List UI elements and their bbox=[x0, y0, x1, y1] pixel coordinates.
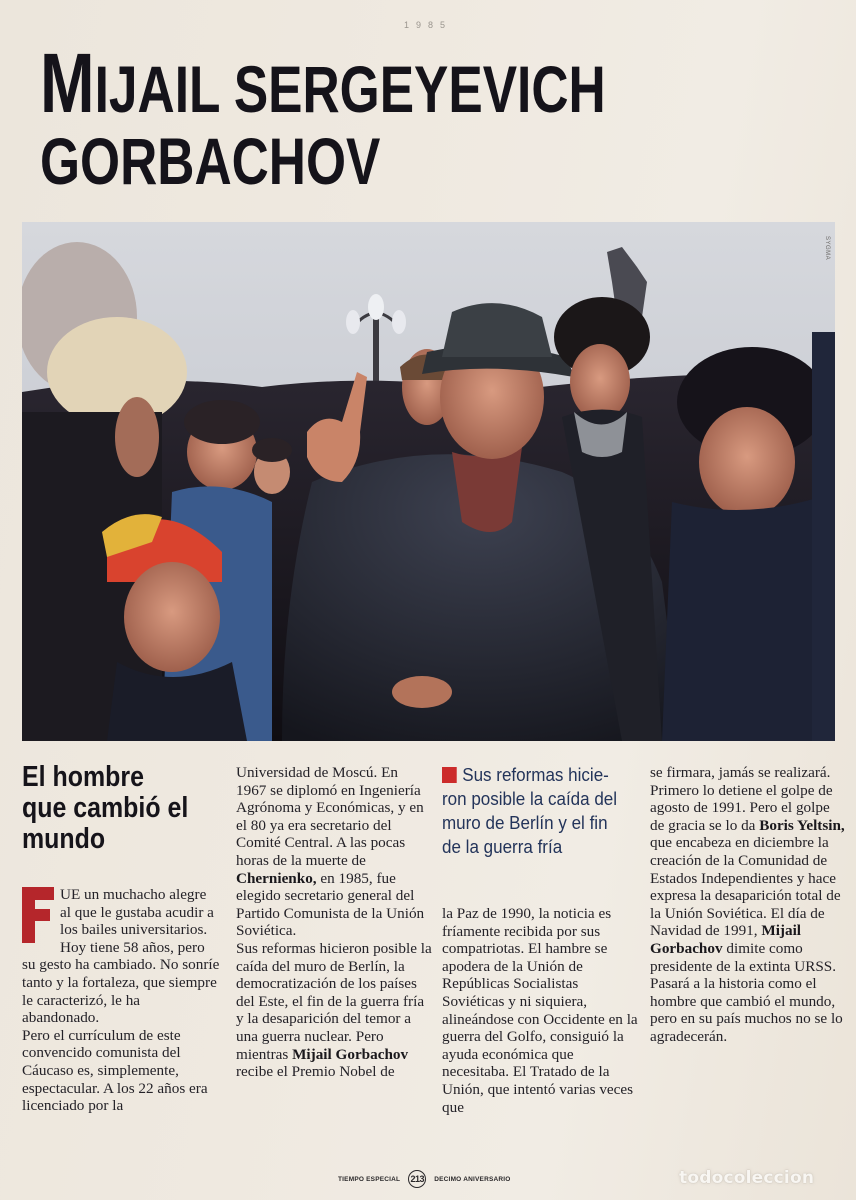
headline-line-1-rest: IJAIL SERGEYEVICH bbox=[94, 52, 606, 126]
headline-line-2: GORBACHOV bbox=[40, 124, 381, 198]
article-column-4 bbox=[650, 764, 846, 1046]
paragraph-text: UE un muchacho alegre al que le gustaba acudir a los bailes universitarios. Hoy tiene 58 años, pero su gesto ha cambiado. No sonríe tanto y la fortaleza, que siempre le caracterizó, le ha abandonado. bbox=[22, 886, 220, 1027]
headline-initial: M bbox=[40, 36, 95, 130]
paragraph: Pasará a la historia como el hombre que cambió el mundo, pero en su país muchos no se lo agradecerán. bbox=[650, 975, 843, 1045]
dropcap-f-icon bbox=[22, 887, 54, 943]
paragraph bbox=[236, 940, 432, 1081]
paragraph bbox=[22, 886, 220, 1027]
headline-line-1 bbox=[40, 36, 648, 130]
photo-credit: SYGMA bbox=[824, 236, 830, 261]
headline bbox=[40, 36, 648, 198]
paragraph bbox=[236, 764, 432, 940]
main-photo bbox=[22, 222, 835, 741]
text-span: Universidad de Moscú. En 1967 se diplomó en Ingeniería Agrónoma y Económicas, y en el 80 ya era secretario del Comité Central. A las pocas horas de la muerte de bbox=[236, 764, 424, 869]
text-span: Sus reformas hicieron posible la caída del muro de Berlín, la democratización de los países del Este, el fin de la guerra fría y la desaparición del temor a una guerra nuclear. Pero mientras bbox=[236, 939, 432, 1063]
pull-quote-text: Sus reformas hicie-ron posible la caída del muro de Berlín y el fin de la guerra fría bbox=[442, 764, 618, 857]
text-span: recibe el Premio Nobel de bbox=[236, 1063, 395, 1081]
text-span: dimite como presidente de la extinta URSS. bbox=[650, 939, 837, 975]
watermark: todocoleccion bbox=[679, 1168, 815, 1188]
bold-name-gorbachov: Mijail Gorbachov bbox=[292, 1045, 409, 1063]
article-column-2 bbox=[236, 764, 432, 1081]
bold-name-yeltsin: Boris Yeltsin, bbox=[759, 816, 845, 834]
text-span: en 1985, fue elegido secretario general del Partido Comunista de la Unión Soviética. bbox=[236, 869, 425, 940]
paragraph: Pero el currículum de este convencido comunista del Cáucaso es, simplemente, espectacular. A los 22 años era licenciado por la bbox=[22, 1026, 208, 1115]
article-column-1 bbox=[22, 886, 220, 1115]
pull-quote bbox=[442, 763, 626, 859]
photo-illustration bbox=[22, 222, 835, 741]
text-span: que encabeza en diciembre la creación de la Comunidad de Estados Independientes y hace expresa la desaparición total de la Unión Soviética. El día de Navidad de 1991, bbox=[650, 834, 841, 940]
bold-name-chernienko: Chernienko, bbox=[236, 869, 317, 887]
bold-name-gorbachov: Mijail Gorbachov bbox=[650, 922, 802, 957]
red-square-bullet-icon bbox=[442, 767, 457, 783]
year-label: 1985 bbox=[403, 20, 453, 30]
section-subhead: El hombre que cambió el mundo bbox=[22, 761, 189, 855]
paragraph bbox=[650, 764, 846, 975]
page-footer bbox=[338, 1169, 511, 1189]
page-number: 213 bbox=[408, 1170, 426, 1188]
footer-publication: TIEMPO ESPECIAL bbox=[338, 1175, 401, 1183]
paragraph: la Paz de 1990, la noticia es fríamente recibida por sus compatriotas. El hambre se apodera de la Unión de Repúblicas Socialistas Soviéticas y ni siquiera, alineándose con Occidente en la guerra del Golfo, consiguió la ayuda económica que necesitaba. El Tratado de la Unión, que intentó varias veces que bbox=[442, 905, 638, 1116]
footer-edition: DECIMO ANIVERSARIO bbox=[434, 1175, 511, 1183]
text-span: se firmara, jamás se realizará. Primero lo detiene el golpe de agosto de 1991. Pero el golpe de gracia se lo da bbox=[650, 764, 833, 834]
article-column-3 bbox=[442, 905, 638, 1116]
